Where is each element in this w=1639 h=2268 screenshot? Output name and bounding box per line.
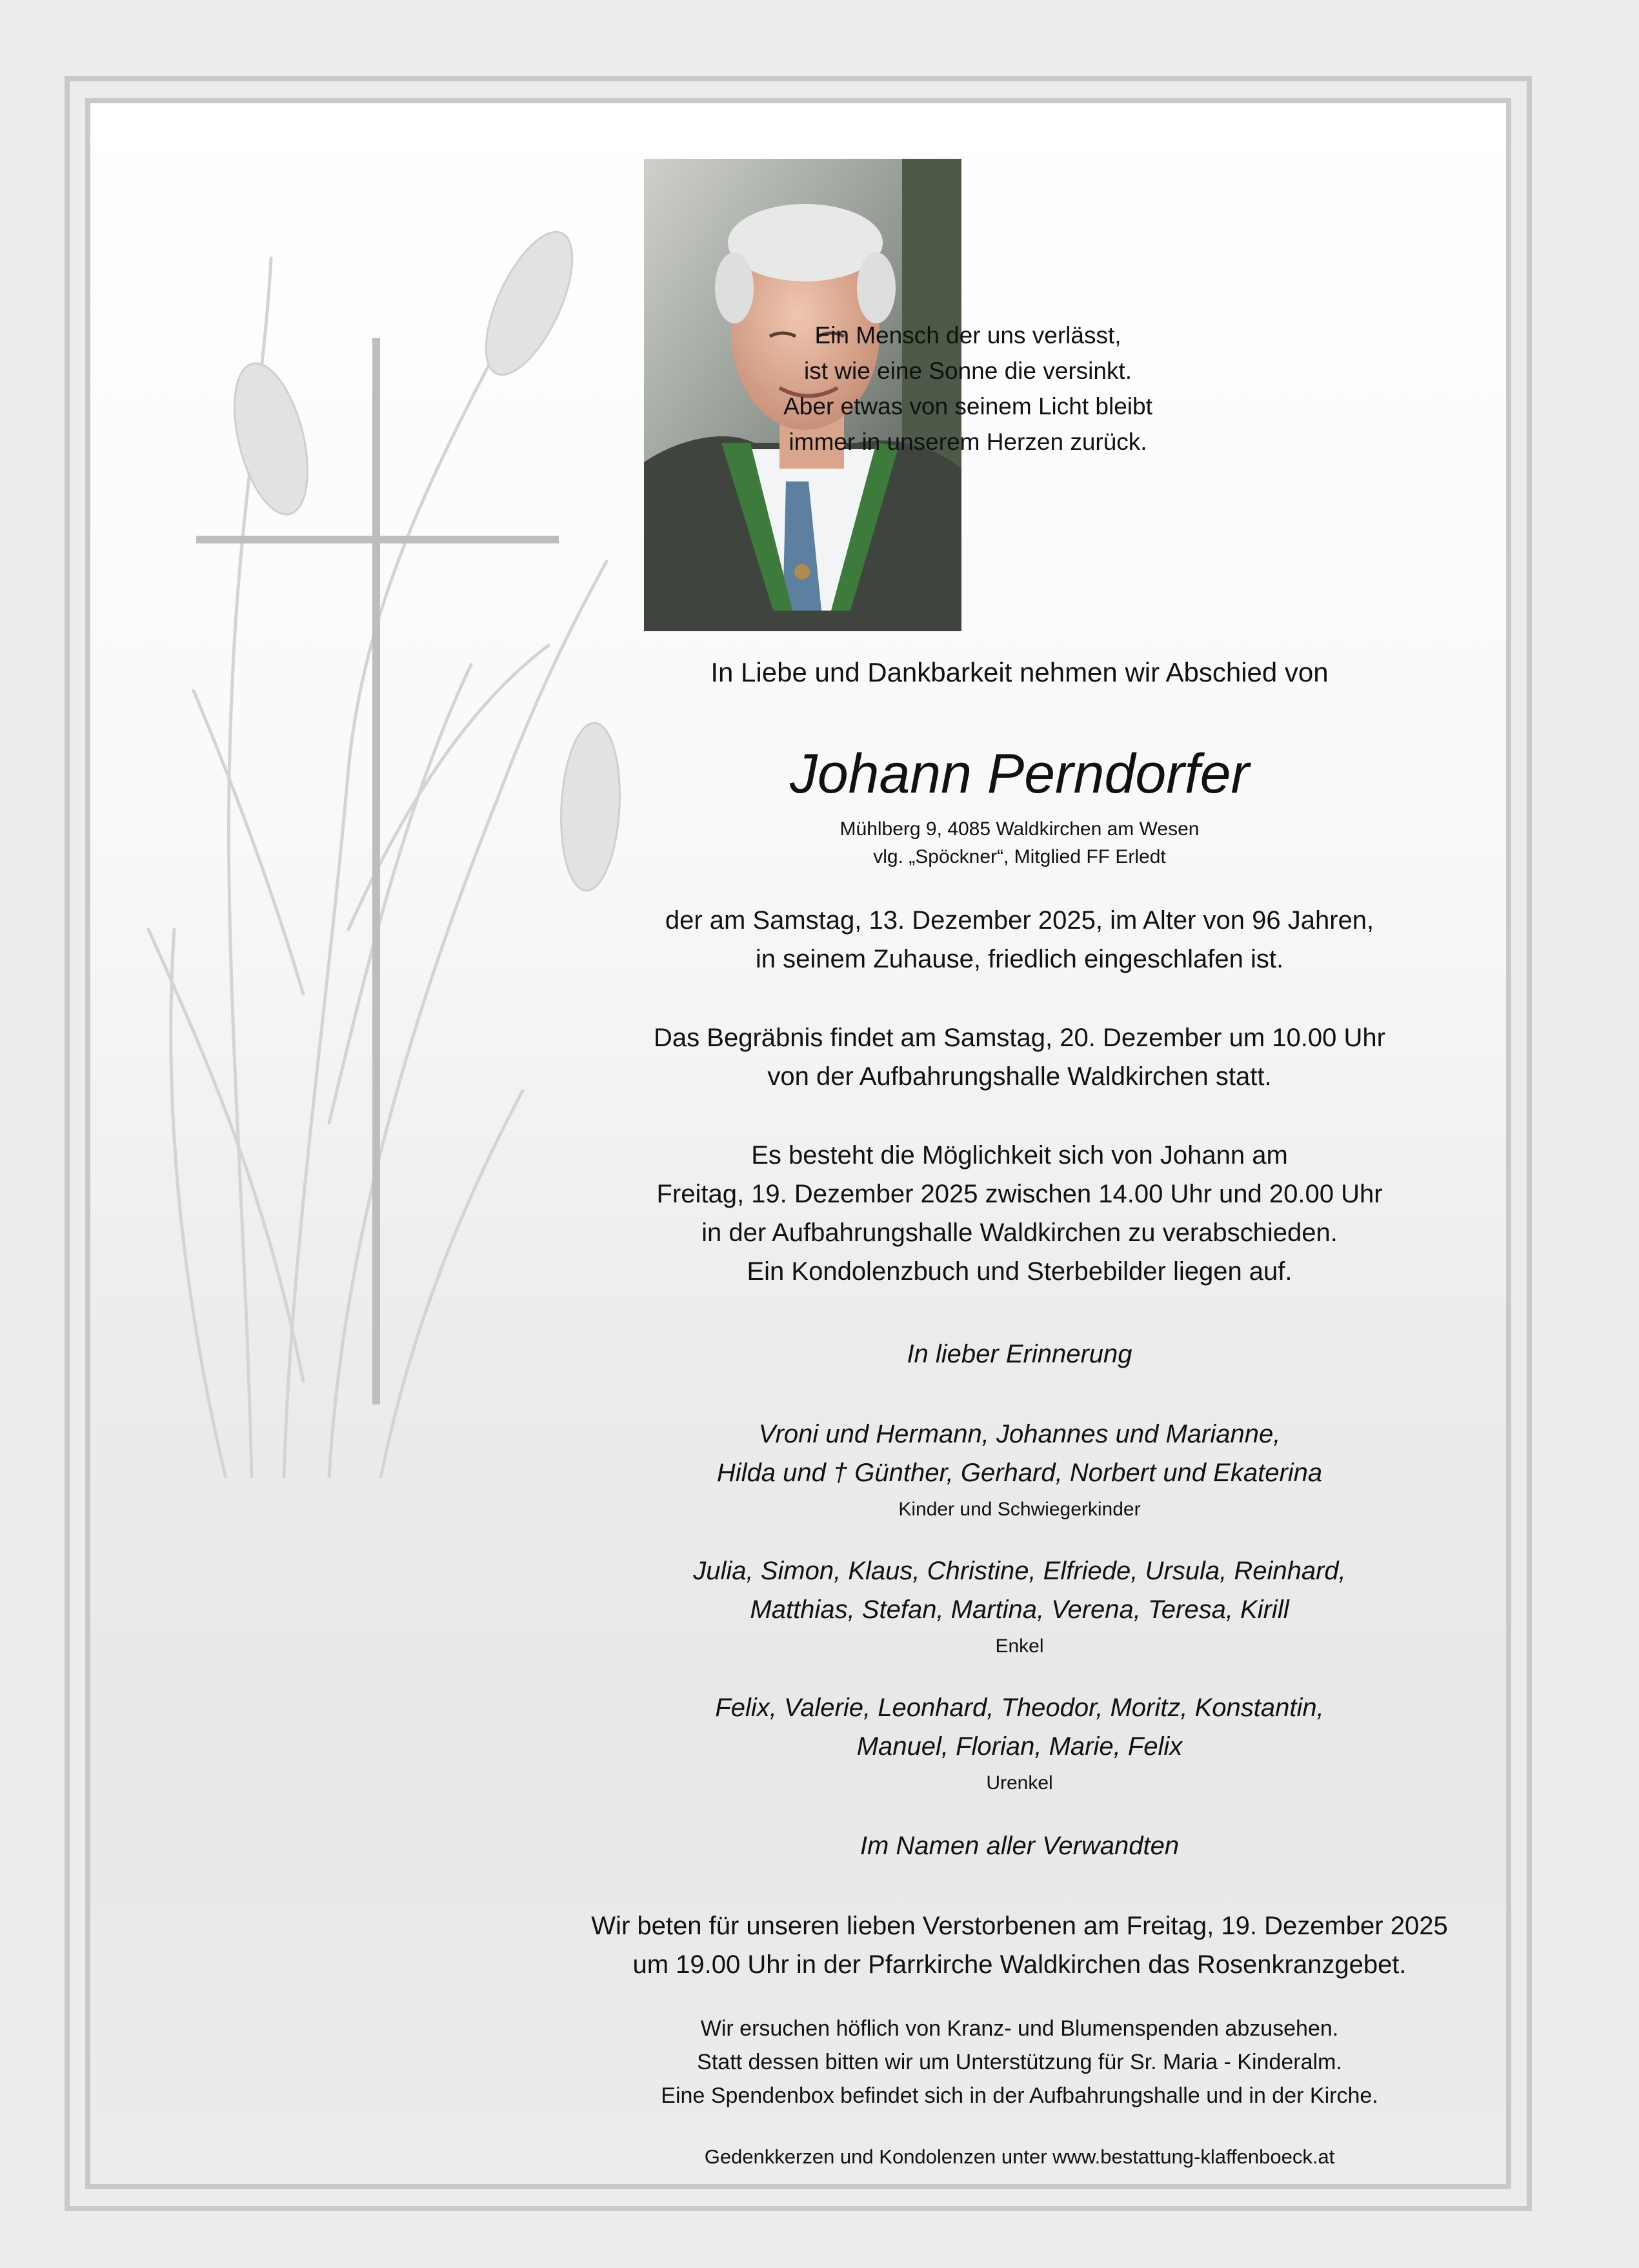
quote-line: immer in unserem Herzen zurück. — [789, 429, 1147, 455]
relatives-text: Im Namen aller Verwandten — [860, 1832, 1180, 1860]
rosary-line: um 19.00 Uhr in der Pfarrkirche Waldkirchen das Rosenkranzgebet. — [632, 1950, 1407, 1979]
rosary-line: Wir beten für unseren lieben Verstorbenen am Freitag, 19. Dezember 2025 — [591, 1912, 1448, 1940]
family-relation: Kinder und Schwiegerkinder — [898, 1499, 1141, 1520]
funeral-line: Das Begräbnis findet am Samstag, 20. Dezember um 10.00 Uhr — [654, 1024, 1385, 1052]
donation-line: Statt dessen bitten wir um Unterstützung für Sr. Maria - Kinderalm. — [697, 2050, 1342, 2074]
viewing-line: Es besteht die Möglichkeit sich von Johann am — [751, 1141, 1288, 1169]
deceased-name: Johann Perndorfer — [789, 743, 1250, 805]
family-names: Matthias, Stefan, Martina, Verena, Teresa, Kirill — [750, 1595, 1289, 1624]
death-line: in seinem Zuhause, friedlich eingeschlafen ist. — [755, 945, 1284, 973]
family-names: Manuel, Florian, Marie, Felix — [856, 1732, 1183, 1761]
quote-line: ist wie eine Sonne die versinkt. — [804, 358, 1132, 384]
family-relation: Enkel — [995, 1635, 1044, 1657]
intro-text: In Liebe und Dankbarkeit nehmen wir Abschied von — [710, 657, 1329, 687]
family-names: Felix, Valerie, Leonhard, Theodor, Moritz, Konstantin, — [715, 1694, 1324, 1722]
funeral-line: von der Aufbahrungshalle Waldkirchen statt. — [767, 1062, 1272, 1091]
donation-line: Wir ersuchen höflich von Kranz- und Blumenspenden abzusehen. — [700, 2016, 1339, 2041]
memorial-quote — [613, 318, 1323, 460]
deceased-detail: vlg. „Spöckner“, Mitglied FF Erledt — [873, 846, 1166, 867]
donation-line: Eine Spendenbox befindet sich in der Aufbahrungshalle und in der Kirche. — [661, 2083, 1378, 2108]
death-line: der am Samstag, 13. Dezember 2025, im Alter von 96 Jahren, — [665, 906, 1374, 935]
memory-heading: In lieber Erinnerung — [907, 1340, 1132, 1368]
deceased-address: Mühlberg 9, 4085 Waldkirchen am Wesen — [840, 818, 1200, 840]
footer-text: Gedenkkerzen und Kondolenzen unter www.bestattung-klaffenboeck.at — [704, 2145, 1335, 2168]
family-names: Julia, Simon, Klaus, Christine, Elfriede, Ursula, Reinhard, — [693, 1557, 1346, 1585]
viewing-line: in der Aufbahrungshalle Waldkirchen zu verabschieden. — [701, 1219, 1338, 1247]
family-names: Vroni und Hermann, Johannes und Marianne, — [758, 1420, 1281, 1448]
viewing-line: Freitag, 19. Dezember 2025 zwischen 14.00 Uhr und 20.00 Uhr — [656, 1180, 1383, 1208]
quote-line: Ein Mensch der uns verlässt, — [814, 322, 1121, 349]
quote-line: Aber etwas von seinem Licht bleibt — [783, 393, 1152, 420]
family-relation: Urenkel — [986, 1772, 1053, 1794]
family-names: Hilda und † Günther, Gerhard, Norbert und Ekaterina — [716, 1459, 1323, 1487]
viewing-line: Ein Kondolenzbuch und Sterbebilder liegen auf. — [747, 1257, 1292, 1286]
